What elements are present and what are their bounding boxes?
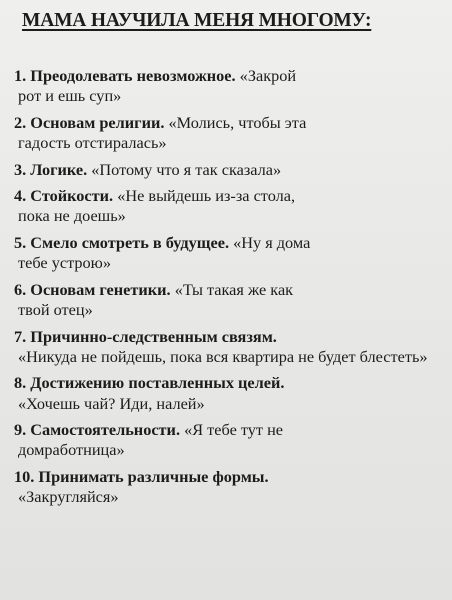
item-text-continued: пока не доешь» [18,206,126,226]
item-text: «Я тебе тут не [184,420,284,440]
list-item [14,113,446,153]
list-item [14,66,446,106]
list-item [14,373,446,413]
document-title: МАМА НАУЧИЛА МЕНЯ МНОГОМУ: [22,10,372,31]
item-text-continued: тебе устрою» [18,253,111,273]
item-heading: 3. Логике. [14,159,88,179]
list-item [14,233,446,273]
item-text: «Закрой [239,66,297,85]
list-item [14,420,446,460]
item-heading: 6. Основам генетики. [14,279,171,299]
list-item [14,186,446,226]
item-text-continued: «Закругляйся» [18,487,119,507]
item-text: «Ты такая же как [174,279,294,299]
list-item [14,160,446,180]
item-heading: 5. Смело смотреть в будущее. [14,232,230,252]
lessons-list [14,66,446,514]
item-text-continued: «Никуда не пойдешь, пока вся квартира не будет блестеть» [18,346,428,366]
list-item [14,327,446,367]
item-text-continued: твой отец» [18,299,93,319]
item-text: «Ну я дома [233,232,311,252]
item-heading: 9. Самостоятельности. [14,420,181,440]
item-heading: 7. Причинно-следственным связям. [14,326,277,346]
item-heading: 10. Принимать различные формы. [14,466,269,486]
item-heading: 4. Стойкости. [14,186,114,206]
item-heading: 1. Преодолевать невозможное. [14,66,236,85]
item-text-continued: гадость отстиралась» [18,133,167,152]
item-text-continued: «Хочешь чай? Иди, налей» [18,393,205,413]
item-text: «Не выйдешь из-за стола, [117,186,296,206]
item-heading: 8. Достижению поставленных целей. [14,373,285,393]
item-text: «Потому что я так сказала» [91,159,282,179]
list-item [14,467,446,507]
item-heading: 2. Основам религии. [14,112,165,132]
item-text-continued: рот и ешь суп» [18,86,122,106]
list-item [14,280,446,320]
item-text: «Молись, чтобы эта [168,112,307,132]
item-text-continued: домработница» [18,440,125,460]
